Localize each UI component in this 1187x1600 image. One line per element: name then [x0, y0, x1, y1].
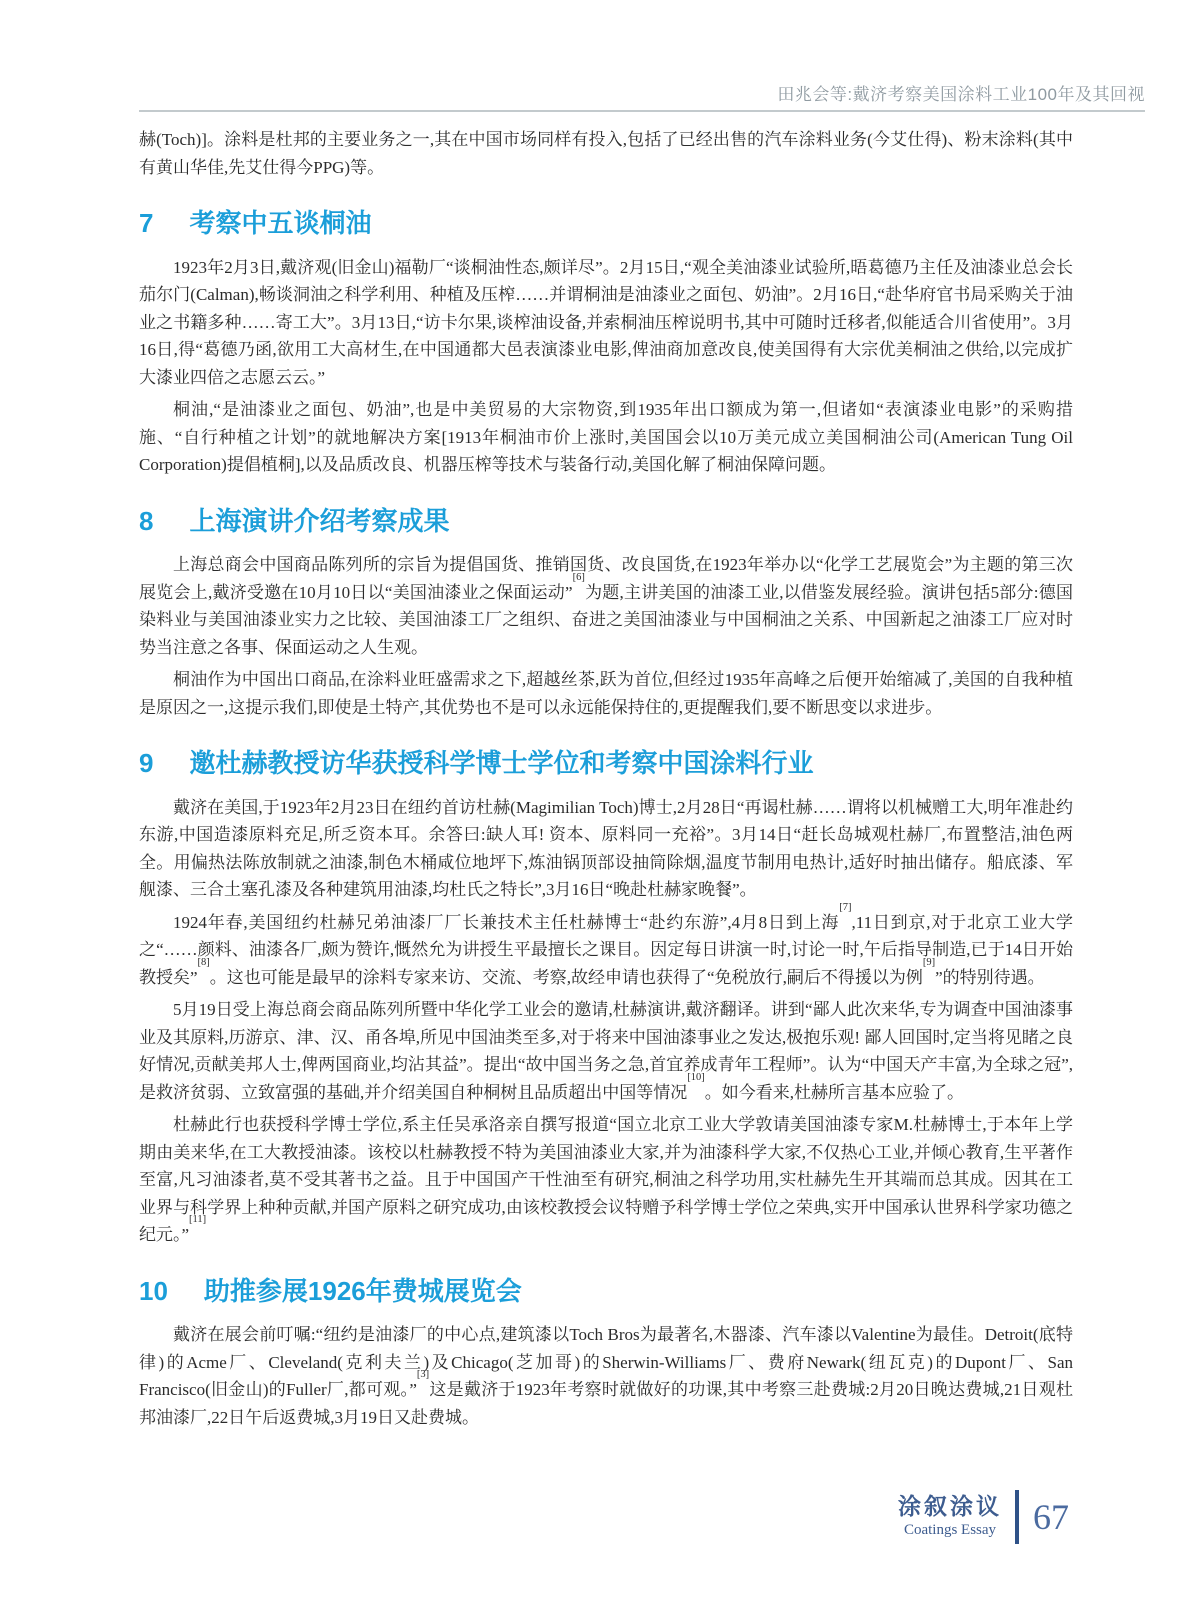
section-title: 助推参展1926年费城展览会	[203, 1275, 522, 1306]
citation-ref: [7]	[839, 901, 852, 913]
journal-mark	[898, 1494, 1002, 1541]
body-paragraph: 上海总商会中国商品陈列所的宗旨为提倡国货、推销国货、改良国货,在1923年举办以“化学工艺展览会”为主题的第三次展览会上,戴济受邀在10月10日以“美国油漆业之保面运动”[6]为题,主讲美国的油漆工业,以借鉴发展经验。演讲包括5部分:德国染料业与美国油漆业实力之比较、美国油漆工厂之组织、奋进之美国油漆业与中国桐油之关系、中国新起之油漆工厂应对时势当注意之各事、保面运动之人生观。	[139, 555, 1073, 657]
section-number: 8	[139, 505, 154, 536]
section-title: 考察中五谈桐油	[189, 208, 372, 238]
article-body	[139, 126, 1073, 1436]
section-number: 7	[139, 208, 154, 238]
body-paragraph: 赫(Toch)]。涂料是杜邦的主要业务之一,其在中国市场同样有投入,包括了已经出售的汽车涂料业务(今艾仕得)、粉末涂料(其中有黄山华佳,先艾仕得今PPG)等。	[139, 130, 1073, 177]
header-rule	[139, 110, 1145, 112]
citation-ref: [3]	[416, 1369, 430, 1380]
running-header-text: 田兆会等:戴济考察美国涂料工业100年及其回视	[777, 85, 1145, 104]
citation-ref: [6]	[572, 571, 585, 583]
section-number: 10	[139, 1275, 168, 1306]
body-paragraph: 戴济在展会前叮嘱:“纽约是油漆厂的中心点,建筑漆以Toch Bros为最著名,木器漆、汽车漆以Valentine为最佳。Detroit(底特律)的Acme厂、Cleveland(克利夫兰)及Chicago(芝加哥)的Sherwin-Williams厂、费府Newark(纽瓦克)的Dupont厂、San Francisco(旧金山)的Fuller厂,都可观。”[3]这是戴济于1923年考察时就做好的功课,其中考察三赴费城:2月20日晚达费城,21日观杜邦油漆厂,22日午后返费城,3月19日又赴费城。	[139, 1325, 1073, 1427]
body-paragraph: 桐油,“是油漆业之面包、奶油”,也是中美贸易的大宗物资,到1935年出口额成为第一,但诸如“表演漆业电影”的采购措施、“自行种植之计划”的就地解决方案[1913年桐油市价上涨时,美国国会以10万美元成立美国桐油公司(American Tung Oil Corporation)提倡植桐],以及品质改良、机器压榨等技术与装备行动,美国化解了桐油保障问题。	[139, 400, 1073, 474]
section-heading	[139, 505, 1073, 538]
section-heading	[139, 1275, 1073, 1308]
page-number: 67	[1033, 1497, 1069, 1537]
section-heading	[139, 207, 1073, 240]
footer-divider-bar	[1015, 1490, 1019, 1544]
page-footer	[898, 1490, 1069, 1544]
citation-ref: [8]	[197, 956, 210, 968]
journal-name-cn: 涂叙涂议	[898, 1493, 1002, 1519]
body-paragraph: 桐油作为中国出口商品,在涂料业旺盛需求之下,超越丝茶,跃为首位,但经过1935年高峰之后便开始缩减了,美国的自我种植是原因之一,这提示我们,即使是土特产,其优势也不是可以永远能保持住的,更提醒我们,要不断思变以求进步。	[139, 670, 1073, 717]
section-heading	[139, 747, 1073, 780]
body-paragraph: 5月19日受上海总商会商品陈列所暨中华化学工业会的邀请,杜赫演讲,戴济翻译。讲到“鄙人此次来华,专为调查中国油漆事业及其原料,历游京、津、汉、甬各埠,所见中国油类至多,对于将来中国油漆事业之发达,极抱乐观! 鄙人回国时,定当将见睹之良好情况,贡献美邦人士,俾两国商业,均沾其益”。提出“故中国当务之急,首宜养成青年工程师”。认为“中国天产丰富,为全球之冠”,是救济贫弱、立致富强的基础,并介绍美国自种桐树且品质超出中国等情况[10]。如今看来,杜赫所言基本应验了。	[139, 1000, 1073, 1102]
running-header	[139, 80, 1145, 105]
body-paragraph: 杜赫此行也获授科学博士学位,系主任吴承洛亲自撰写报道“国立北京工业大学敦请美国油漆专家M.杜赫博士,于本年上学期由美来华,在工大教授油漆。该校以杜赫教授不特为美国油漆业大家,并为油漆科学大家,不仅热心工业,并倾心教育,生平著作至富,凡习油漆者,莫不受其著书之益。且于中国国产干性油至有研究,桐油之科学功用,实杜赫先生开其端而总其成。因其在工业界与科学界上种种贡献,并国产原料之研究成功,由该校教授会议特赠予科学博士学位之荣典,实开中国承认世界科学家功德之纪元。”[11]	[139, 1115, 1073, 1244]
body-paragraph: 1924年春,美国纽约杜赫兄弟油漆厂厂长兼技术主任杜赫博士“赴约东游”,4月8日到上海[7],11日到京,对于北京工业大学之“……颜料、油漆各厂,颇为赞许,慨然允为讲授生平最擅长之课目。因定每日讲演一时,讨论一时,午后指导制造,已于14日开始教授矣”[8]。这也可能是最早的涂料专家来访、交流、考察,故经申请也获得了“免税放行,嗣后不得援以为例[9]”的特别待遇。	[139, 901, 1073, 987]
journal-name-en: Coatings Essay	[903, 1521, 997, 1538]
body-paragraph: 戴济在美国,于1923年2月23日在纽约首访杜赫(Magimilian Toch)博士,2月28日“再谒杜赫……谓将以机械赠工大,明年准赴约东游,中国造漆原料充足,所乏资本耳。余答曰:缺人耳! 资本、原料同一充裕”。3月14日“赶长岛城观杜赫厂,布置整洁,油色两全。用偏热法陈放制就之油漆,制色木桶咸位地坪下,炼油锅顶部设抽筒除烟,温度节制用电热计,适好时抽出储存。船底漆、军舰漆、三合土塞孔漆及各种建筑用油漆,均杜氏之特长”,3月16日“晚赴杜赫家晚餐”。	[139, 797, 1073, 899]
body-paragraph: 1923年2月3日,戴济观(旧金山)福勒厂“谈桐油性态,颇详尽”。2月15日,“观全美油漆业试验所,晤葛德乃主任及油漆业总会长茄尔门(Calman),畅谈洞油之科学利用、种植及压榨……并谓桐油是油漆业之面包、奶油”。2月16日,“赴华府官书局采购关于油业之书籍多种……寄工大”。3月13日,“访卡尔果,谈榨油设备,并索桐油压榨说明书,其中可随时迁移者,似能适合川省使用”。3月16日,得“葛德乃函,欲用工大高材生,在中国通都大邑表演漆业电影,俾油商加意改良,使美国得有大宗优美桐油之供给,以完成扩大漆业四倍之志愿云云。”	[139, 257, 1073, 387]
section-title: 邀杜赫教授访华获授科学博士学位和考察中国涂料行业	[189, 748, 814, 778]
citation-ref: [11]	[189, 1214, 207, 1225]
citation-ref: [10]	[687, 1071, 705, 1083]
citation-ref: [9]	[922, 956, 936, 968]
section-title: 上海演讲介绍考察成果	[189, 505, 450, 536]
section-number: 9	[139, 748, 154, 778]
